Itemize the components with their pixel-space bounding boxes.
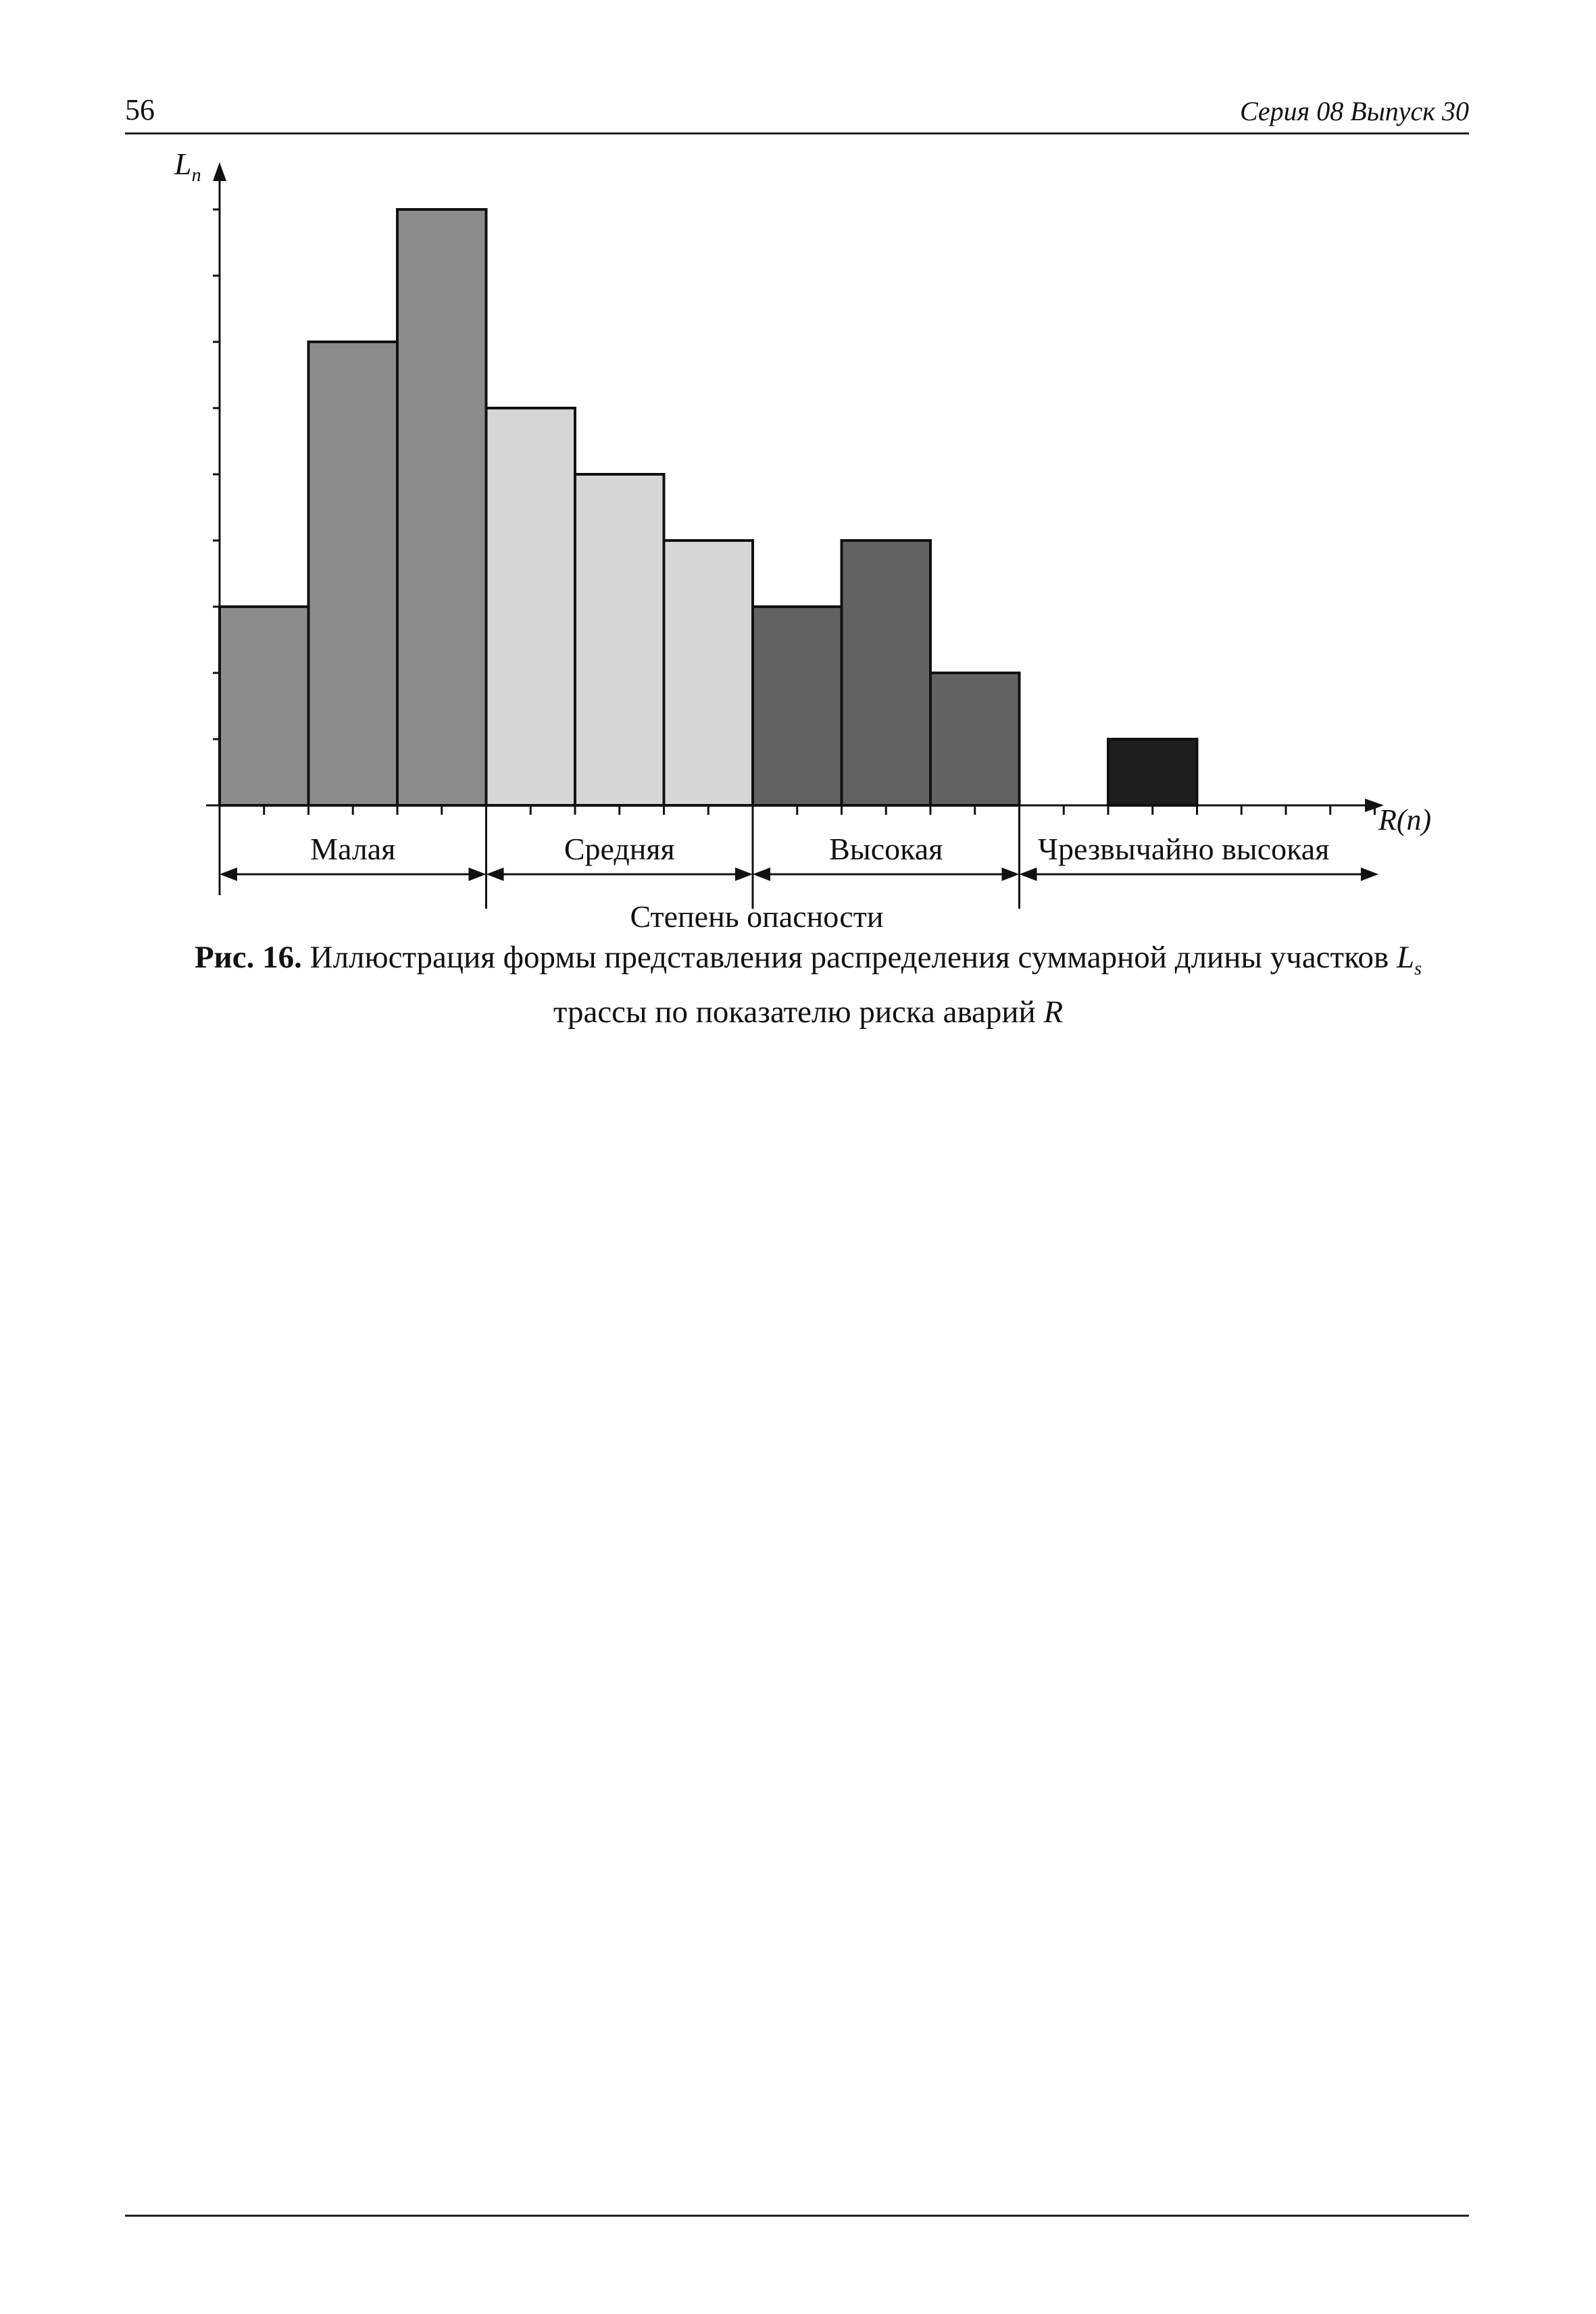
arrow-left-icon [753, 867, 770, 881]
arrow-right-icon [735, 867, 753, 881]
group-label: Высокая [829, 832, 943, 866]
caption-text: Иллюстрация формы представления распределения суммарной длины участков [309, 940, 1389, 975]
caption-symbol-2: R [1043, 995, 1064, 1030]
y-axis-label-sub: n [191, 165, 201, 186]
group-label: Малая [310, 832, 396, 866]
bar-4 [487, 408, 576, 805]
bar-2 [309, 342, 398, 805]
running-head: Серия 08 Выпуск 30 [1239, 96, 1469, 126]
group-label: Средняя [564, 832, 675, 866]
bar-7 [753, 607, 842, 805]
bars-layer [220, 209, 1197, 805]
group-label: Чрезвычайно высокая [1038, 832, 1330, 866]
bar-5 [575, 474, 664, 805]
y-axis-label [174, 147, 201, 186]
bar-3 [397, 209, 487, 805]
group-axis-title: Степень опасности [630, 899, 884, 934]
arrow-right-icon [1361, 867, 1378, 881]
bar-9 [930, 673, 1020, 805]
arrow-right-icon [1002, 867, 1020, 881]
caption-symbol: L [1396, 940, 1415, 975]
caption-label: Рис. 16. [194, 940, 302, 975]
arrow-left-icon [220, 867, 237, 881]
histogram-chart [0, 0, 1596, 946]
bar-6 [664, 540, 753, 805]
caption-symbol-sub: s [1414, 958, 1422, 980]
arrow-left-icon [1020, 867, 1037, 881]
bar-1 [220, 607, 309, 805]
page-number: 56 [125, 93, 155, 126]
groups-layer [220, 805, 1378, 909]
y-axis-label-main: L [174, 147, 192, 181]
x-axis-label: R(n) [1378, 803, 1432, 836]
caption-text-2: трассы по показателю риска аварий [553, 995, 1036, 1030]
bar-8 [842, 540, 931, 805]
x-ticks-layer [220, 805, 1375, 815]
bar-11 [1108, 739, 1197, 805]
footer-rule [125, 2215, 1469, 2217]
arrow-left-icon [487, 867, 504, 881]
arrow-right-icon [469, 867, 487, 881]
y-axis-arrow-icon [213, 162, 226, 181]
figure-caption [135, 936, 1481, 1034]
